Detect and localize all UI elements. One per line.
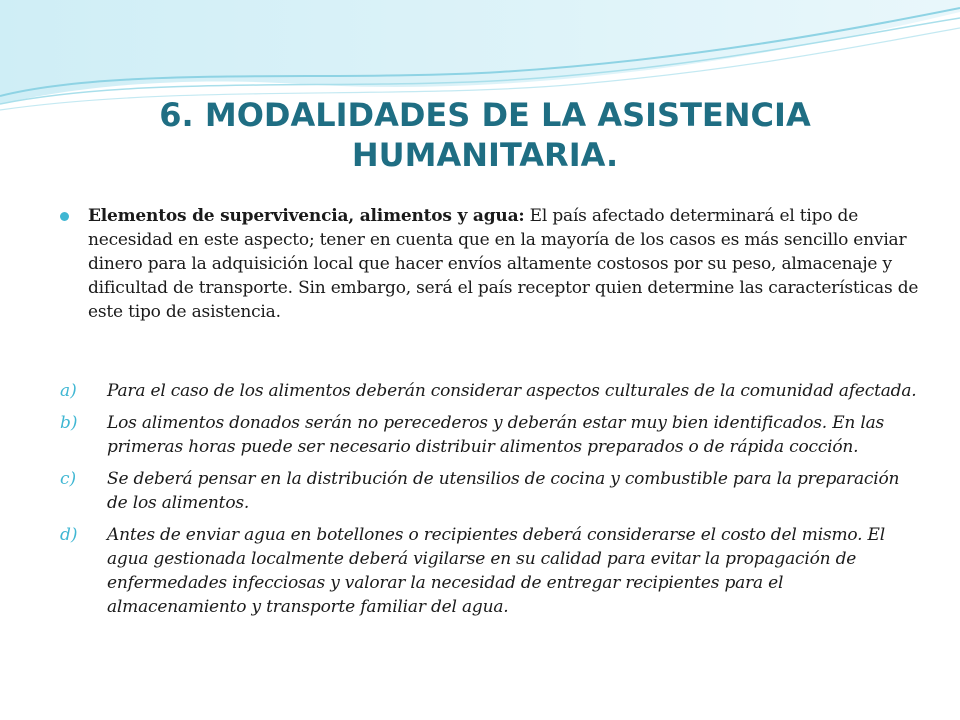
- list-marker: c): [60, 469, 77, 489]
- lettered-list: [60, 379, 920, 627]
- list-marker: b): [60, 413, 78, 433]
- list-item-text: Antes de enviar agua en botellones o recipientes deberá considerarse el costo del mismo. El agua gestionada localmente deberá vigilarse en su calidad para evitar la propagación de enfermedades infecciosas y valorar la necesidad de entregar recipientes para el almacenamiento y transporte familiar del agua.: [107, 525, 885, 617]
- list-item-text: Los alimentos donados serán no perecederos y deberán estar muy bien identificados. En las primeras horas puede ser necesario distribuir alimentos preparados o de rápida cocción.: [107, 413, 885, 457]
- bullet-dot-icon: [60, 212, 69, 221]
- list-item-a: [60, 379, 920, 403]
- bullet-item: [60, 204, 920, 324]
- bullet-text: [88, 204, 920, 324]
- list-item-c: [60, 467, 920, 515]
- bullet-lead: Elementos de supervivencia, alimentos y agua:: [88, 206, 525, 226]
- list-item-b: [60, 411, 920, 459]
- list-marker: a): [60, 381, 77, 401]
- list-item-text: Para el caso de los alimentos deberán considerar aspectos culturales de la comunidad afectada.: [107, 381, 917, 401]
- list-item-d: [60, 523, 920, 619]
- list-item-text: Se deberá pensar en la distribución de utensilios de cocina y combustible para la preparación de los alimentos.: [107, 469, 900, 513]
- list-marker: d): [60, 525, 78, 545]
- page-title: 6. MODALIDADES DE LA ASISTENCIA HUMANITARIA.: [159, 96, 811, 174]
- bullet-body: El país afectado determinará el tipo de necesidad en este aspecto; tener en cuenta que en la mayoría de los casos es más sencillo enviar dinero para la adquisición local que hacer envíos altamente costosos por su peso, almacenaje y dificultad de transporte. Sin embargo, será el país receptor quien determine las características de este tipo de asistencia.: [88, 206, 919, 322]
